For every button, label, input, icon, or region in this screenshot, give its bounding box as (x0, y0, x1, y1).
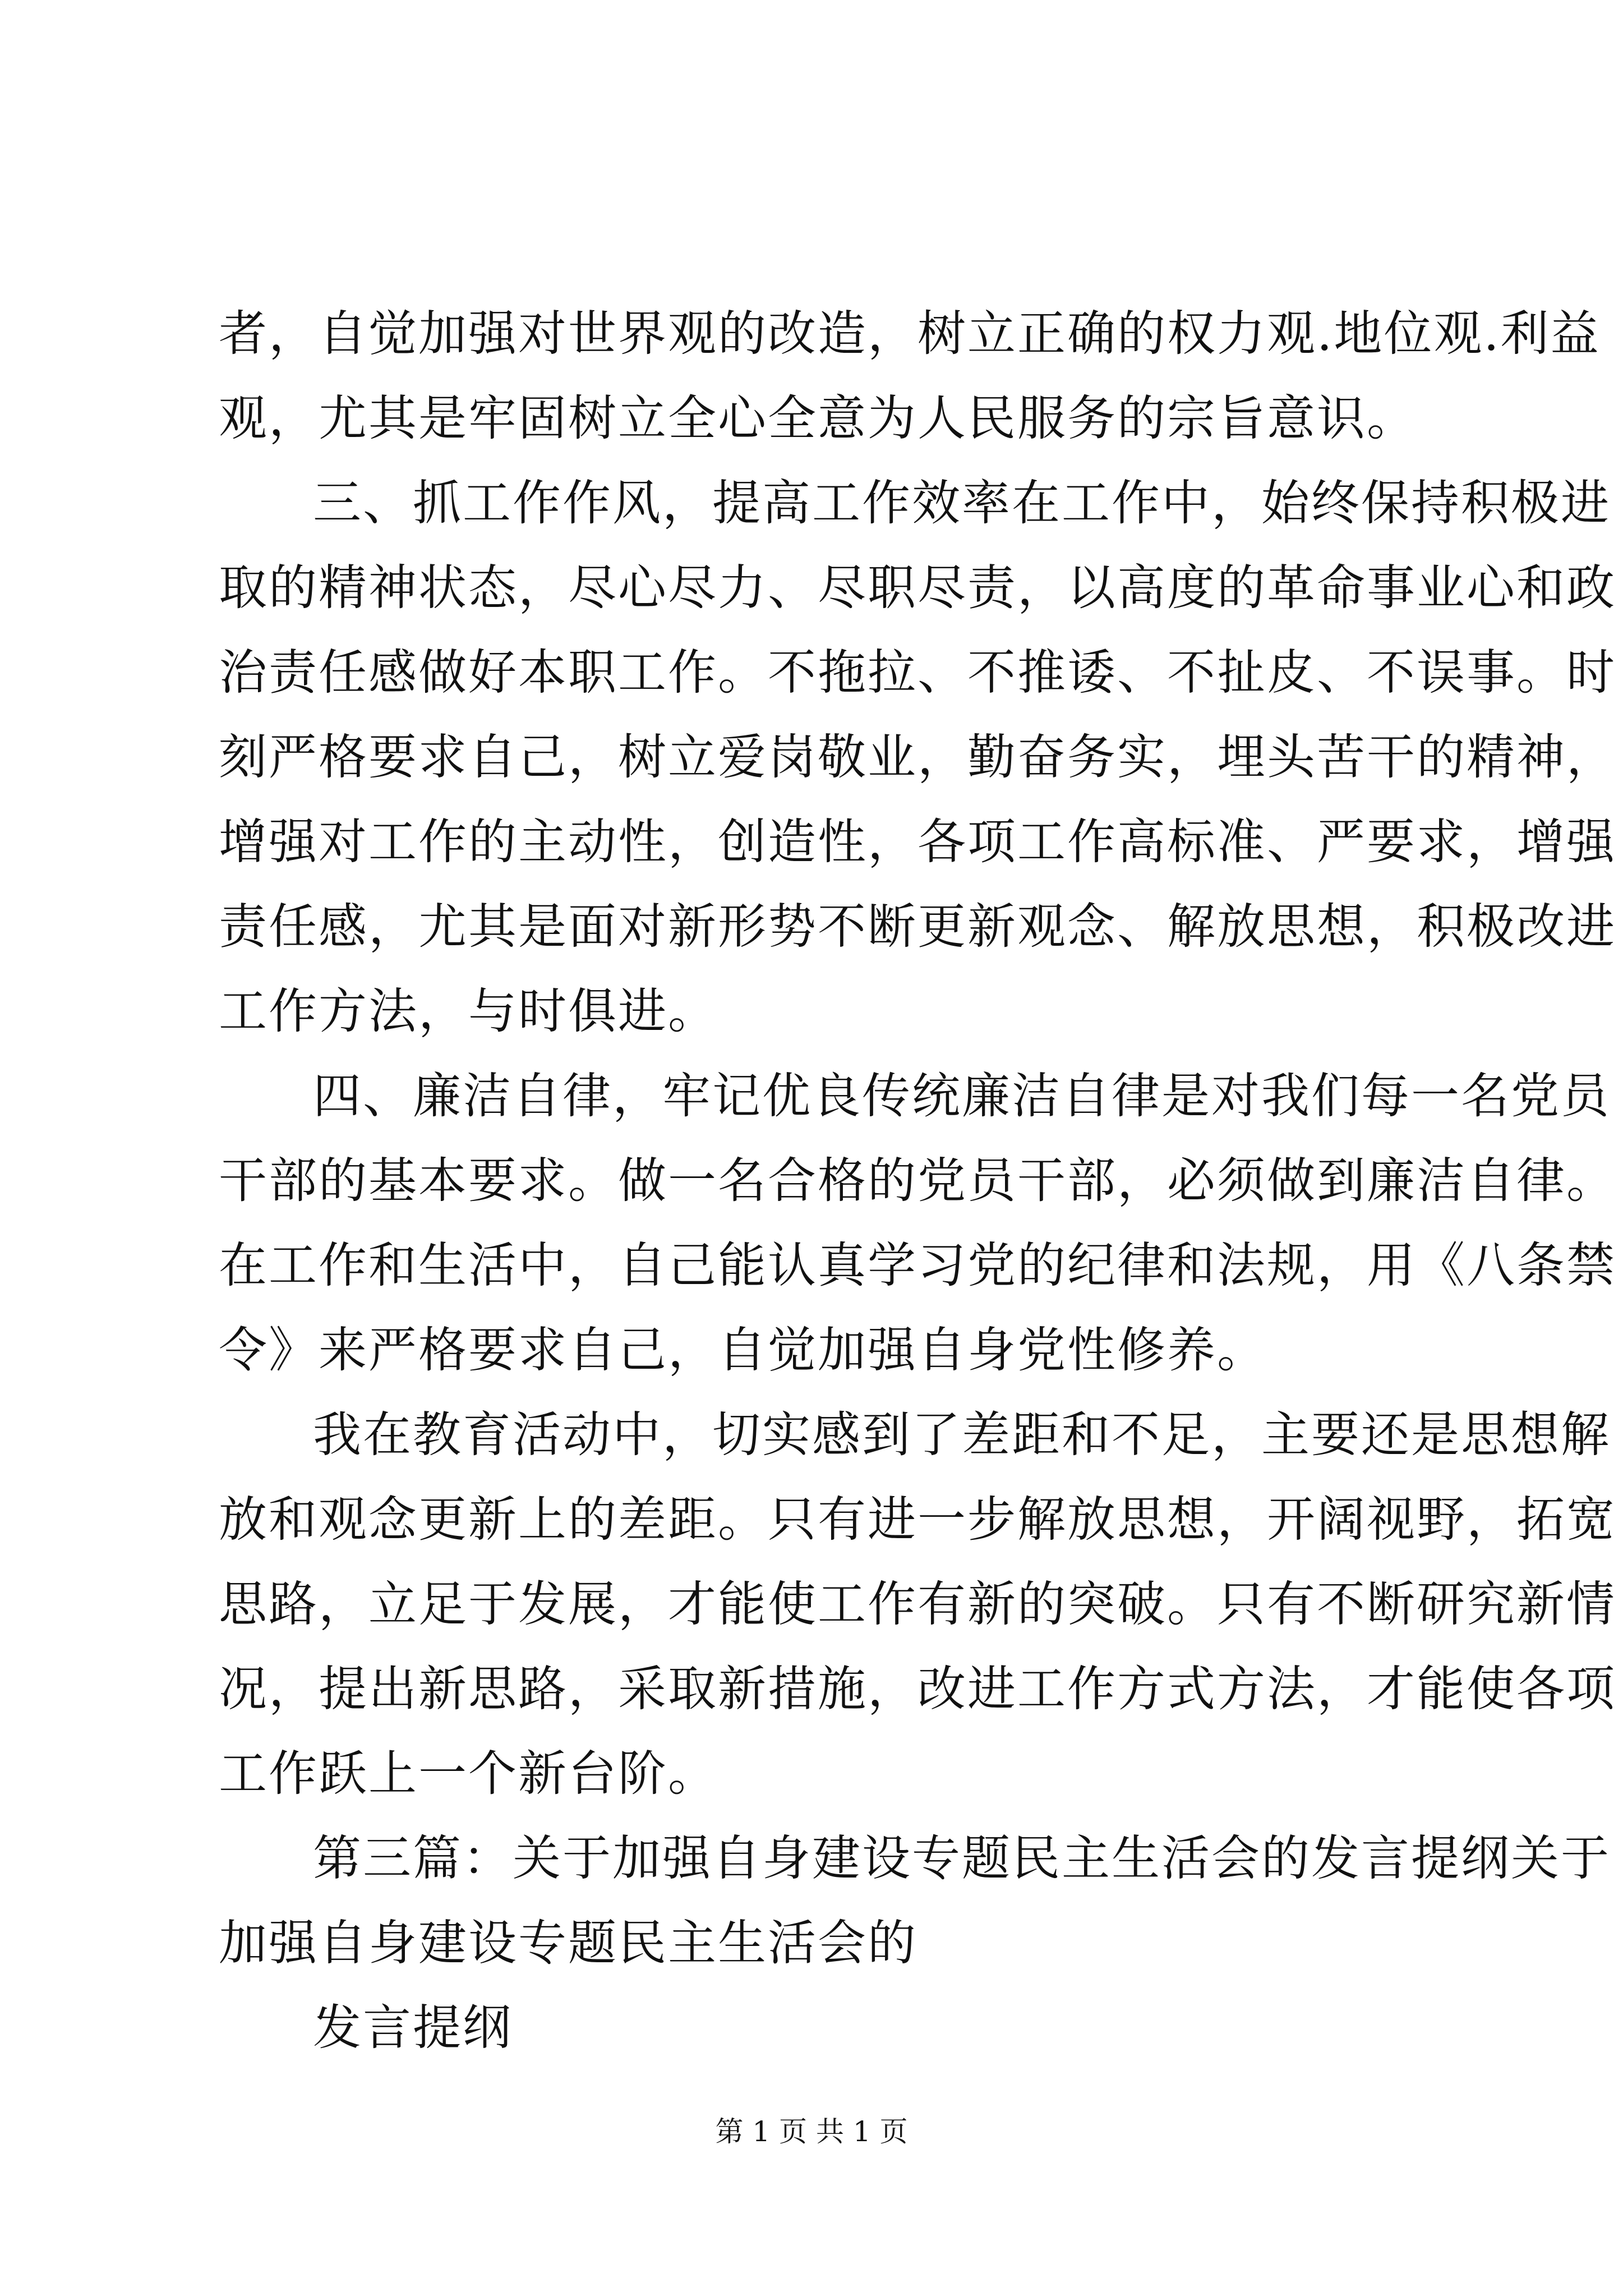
paragraph-start-line: 我在教育活动中，切实感到了差距和不足，主要还是思想解 (313, 1407, 1611, 1463)
text-line: 责任感，尤其是面对新形势不断更新观念、解放思想，积极改进 (219, 899, 1616, 955)
text-line: 增强对工作的主动性，创造性，各项工作高标准、严要求，增强 (219, 814, 1616, 870)
text-line: 干部的基本要求。做一名合格的党员干部，必须做到廉洁自律。 (219, 1153, 1616, 1209)
text-line: 刻严格要求自己，树立爱岗敬业，勤奋务实，埋头苦干的精神， (219, 729, 1616, 785)
text-line: 工作跃上一个新台阶。 (219, 1746, 718, 1802)
text-line: 放和观念更新上的差距。只有进一步解放思想，开阔视野，拓宽 (219, 1492, 1616, 1548)
paragraph-start-line: 三、抓工作作风，提高工作效率在工作中，始终保持积极进 (313, 475, 1611, 531)
text-line: 况，提出新思路，采取新措施，改进工作方式方法，才能使各项 (219, 1661, 1616, 1717)
text-line: 在工作和生活中，自己能认真学习党的纪律和法规，用《八条禁 (219, 1237, 1616, 1294)
text-line: 工作方法，与时俱进。 (219, 983, 718, 1039)
subheading-line: 发言提纲 (313, 2000, 513, 2056)
section-heading-line: 第三篇：关于加强自身建设专题民主生活会的发言提纲关于 (313, 1830, 1611, 1887)
paragraph-start-line: 四、廉洁自律，牢记优良传统廉洁自律是对我们每一名党员 (313, 1068, 1611, 1124)
text-line: 取的精神状态，尽心尽力、尽职尽责，以高度的革命事业心和政 (219, 560, 1616, 616)
section-heading-line: 加强自身建设专题民主生活会的 (219, 1915, 917, 1971)
text-line: 治责任感做好本职工作。不拖拉、不推诿、不扯皮、不误事。时 (219, 645, 1616, 701)
page-footer: 第 1 页 共 1 页 (715, 2115, 908, 2148)
text-line: 思路，立足于发展，才能使工作有新的突破。只有不断研究新情 (219, 1576, 1616, 1632)
text-line: 者，自觉加强对世界观的改造，树立正确的权力观.地位观.利益 (219, 306, 1601, 362)
text-line: 令》来严格要求自己，自觉加强自身党性修养。 (219, 1322, 1267, 1378)
document-body (219, 292, 1616, 2070)
text-line: 观，尤其是牢固树立全心全意为人民服务的宗旨意识。 (219, 390, 1417, 447)
